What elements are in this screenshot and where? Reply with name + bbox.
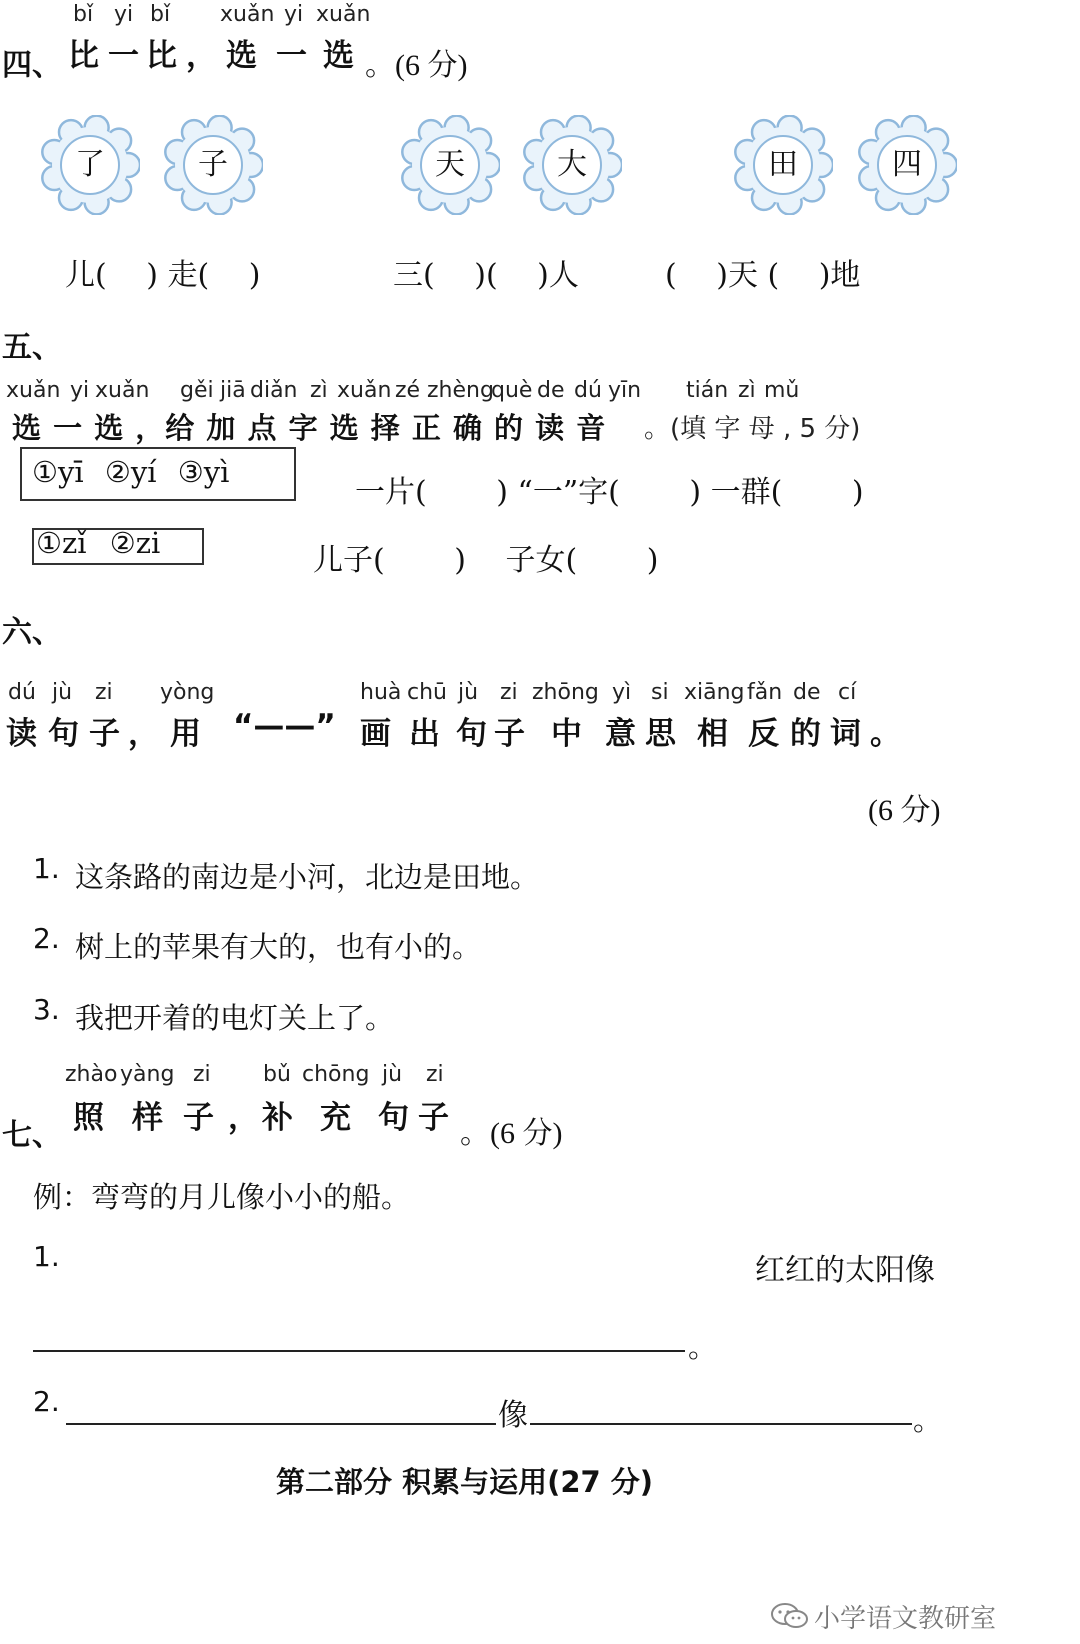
s6-pinyin-8: zi: [500, 680, 518, 705]
section-6-number: 六、: [2, 615, 62, 650]
part-2-heading: 第二部分 积累与运用(27 分): [276, 1465, 654, 1499]
s6-title-14: 相: [697, 716, 728, 752]
s5-score: 。(填 字 母 , 5 分): [644, 414, 861, 444]
s6-title-15: 反: [748, 716, 779, 752]
s6-pinyin-5: huà: [360, 680, 402, 705]
s7-pinyin-3: zi: [193, 1062, 211, 1087]
s4-pinyin-4: xuǎn: [220, 2, 275, 27]
s6-pinyin-14: de: [793, 680, 821, 705]
s7-title-6: 充: [320, 1100, 351, 1136]
answer-box-yi-text: ①yī ②yí ③yì: [32, 455, 230, 489]
s5-pinyin-7: zì: [310, 378, 328, 403]
s6-title-3: 子: [89, 716, 120, 752]
s5-title: 选 一 选 ，给 加 点 字 选 择 正 确 的 读 音: [12, 411, 607, 445]
s5-pinyin-3: xuǎn: [95, 378, 150, 403]
s6-pinyin-3: zi: [95, 680, 113, 705]
s5-pinyin-15: tián: [686, 378, 729, 403]
s7-title-1: 照: [73, 1100, 104, 1136]
s7-title-5: 补: [262, 1100, 293, 1136]
s4-title-2: 一: [108, 38, 141, 74]
s6-item-2-text: 树上的苹果有大的，也有小的。: [75, 930, 482, 964]
s6-pinyin-12: xiāng: [684, 680, 745, 705]
s5-pinyin-6: diǎn: [250, 378, 298, 403]
s7-pinyin-2: yàng: [120, 1062, 175, 1087]
s7-q2-number: 2.: [33, 1385, 60, 1418]
s6-title-18: 。: [870, 716, 901, 752]
s7-title-2: 样: [132, 1100, 163, 1136]
s7-example: 例：弯弯的月儿像小小的船。: [33, 1180, 411, 1214]
s7-pinyin-4: bǔ: [263, 1062, 291, 1087]
s7-q1-period: 。: [688, 1330, 718, 1364]
s6-title-5: 用: [170, 716, 201, 752]
s6-score: (6 分): [868, 794, 941, 827]
flower-char-3: 天: [400, 115, 500, 215]
s5-pinyin-9: zé: [395, 378, 421, 403]
s5-pinyin-4: gěi: [180, 378, 214, 403]
s5-pinyin-5: jiā: [220, 378, 246, 403]
s6-pinyin-11: si: [651, 680, 669, 705]
s7-q1-number: 1.: [33, 1240, 60, 1273]
s7-pinyin-7: zi: [426, 1062, 444, 1087]
answer-box-zi-text: ①zǐ ②zi: [36, 526, 161, 560]
flower-char-2: 子: [163, 115, 263, 215]
s4-pinyin-5: yi: [284, 2, 304, 27]
answer-box-zi: [32, 528, 204, 565]
s6-title-12: 意: [605, 716, 636, 752]
s6-pinyin-2: jù: [52, 680, 73, 705]
s5-pinyin-14: yīn: [608, 378, 642, 403]
s5-pinyin-8: xuǎn: [337, 378, 392, 403]
s6-title-9: 句: [456, 716, 487, 752]
s6-pinyin-10: yì: [612, 680, 632, 705]
s7-score: 。(6 分): [460, 1117, 563, 1150]
s4-title-7: 选: [323, 38, 356, 74]
s4-blank-group-1: 儿( ) 走( ): [65, 258, 261, 293]
s6-title-10: 子: [494, 716, 525, 752]
s4-blank-group-3: ( )天 ( )地: [665, 258, 861, 293]
s5-pinyin-11: què: [491, 378, 533, 403]
watermark-text: 小学语文教研室: [814, 1604, 997, 1634]
s6-title-6: “——”: [233, 708, 336, 744]
s7-title-7: 句: [378, 1100, 409, 1136]
s4-title-5: 选: [226, 38, 259, 74]
s6-item-2-number: 2.: [33, 922, 60, 955]
s6-title-13: 思: [645, 716, 676, 752]
s6-title-16: 的: [790, 716, 821, 752]
s6-title-17: 词: [830, 716, 861, 752]
s7-title-4: ，: [228, 1100, 259, 1136]
s6-item-1-text: 这条路的南边是小河，北边是田地。: [75, 860, 540, 894]
s5-pinyin-10: zhèng: [427, 378, 494, 403]
s6-pinyin-6: chū: [407, 680, 447, 705]
s7-q2-answer-line-2: [530, 1423, 912, 1425]
flower-char-1: 了: [40, 115, 140, 215]
s6-pinyin-15: cí: [838, 680, 857, 705]
s7-q1-answer-line: [33, 1350, 685, 1352]
section-4-number: 四、: [2, 48, 62, 83]
s5-question-1: 一片( ) “一”字( ) 一群( ): [355, 475, 864, 510]
s6-pinyin-1: dú: [8, 680, 36, 705]
s6-pinyin-7: jù: [458, 680, 479, 705]
s7-title-3: 子: [183, 1100, 214, 1136]
s7-pinyin-6: jù: [382, 1062, 403, 1087]
s7-title-8: 子: [418, 1100, 449, 1136]
s6-title-11: 中: [551, 716, 582, 752]
answer-box-yi: [20, 447, 296, 501]
s4-score: 。(6 分): [365, 49, 468, 82]
s7-pinyin-1: zhào: [65, 1062, 118, 1087]
s6-item-1-number: 1.: [33, 852, 60, 885]
s6-title-7: 画: [360, 716, 391, 752]
s6-pinyin-9: zhōng: [532, 680, 599, 705]
s6-pinyin-4: yòng: [160, 680, 215, 705]
s4-pinyin-3: bǐ: [150, 2, 171, 27]
s6-item-3-number: 3.: [33, 993, 60, 1026]
s5-pinyin-1: xuǎn: [6, 378, 61, 403]
s4-blank-group-2: 三( )( )人: [393, 258, 579, 293]
s7-pinyin-5: chōng: [302, 1062, 370, 1087]
s7-q2-answer-line-1: [66, 1423, 496, 1425]
s4-pinyin-1: bǐ: [73, 2, 94, 27]
s7-q2-period: 。: [913, 1403, 943, 1437]
s4-pinyin-6: xuǎn: [316, 2, 371, 27]
s5-pinyin-2: yi: [70, 378, 90, 403]
s6-pinyin-13: fǎn: [747, 680, 783, 705]
section-7-number: 七、: [2, 1118, 62, 1153]
s7-q1-text: 红红的太阳像: [755, 1253, 935, 1288]
s4-title-4: ，: [186, 38, 219, 74]
s7-q2-mid: 像: [498, 1398, 528, 1433]
s4-title-6: 一: [276, 38, 309, 74]
s6-title-8: 出: [409, 716, 440, 752]
flower-char-4: 大: [522, 115, 622, 215]
s5-pinyin-12: de: [537, 378, 565, 403]
section-5-number: 五、: [2, 330, 62, 365]
wechat-icon: [770, 1601, 810, 1638]
s6-title-1: 读: [6, 716, 37, 752]
s4-pinyin-2: yi: [114, 2, 134, 27]
s5-pinyin-13: dú: [574, 378, 602, 403]
s5-question-2: 儿子( ) 子女( ): [313, 543, 659, 578]
flower-char-5: 田: [733, 115, 833, 215]
s5-pinyin-16: zì: [738, 378, 756, 403]
s4-title-3: 比: [146, 38, 179, 74]
s5-pinyin-17: mǔ: [764, 378, 800, 403]
s6-title-4: ，: [128, 716, 159, 752]
watermark: [770, 1598, 996, 1638]
flower-char-6: 四: [857, 115, 957, 215]
s6-title-2: 句: [48, 716, 79, 752]
s6-item-3-text: 我把开着的电灯关上了。: [75, 1001, 395, 1035]
s4-title-1: 比: [68, 38, 101, 74]
